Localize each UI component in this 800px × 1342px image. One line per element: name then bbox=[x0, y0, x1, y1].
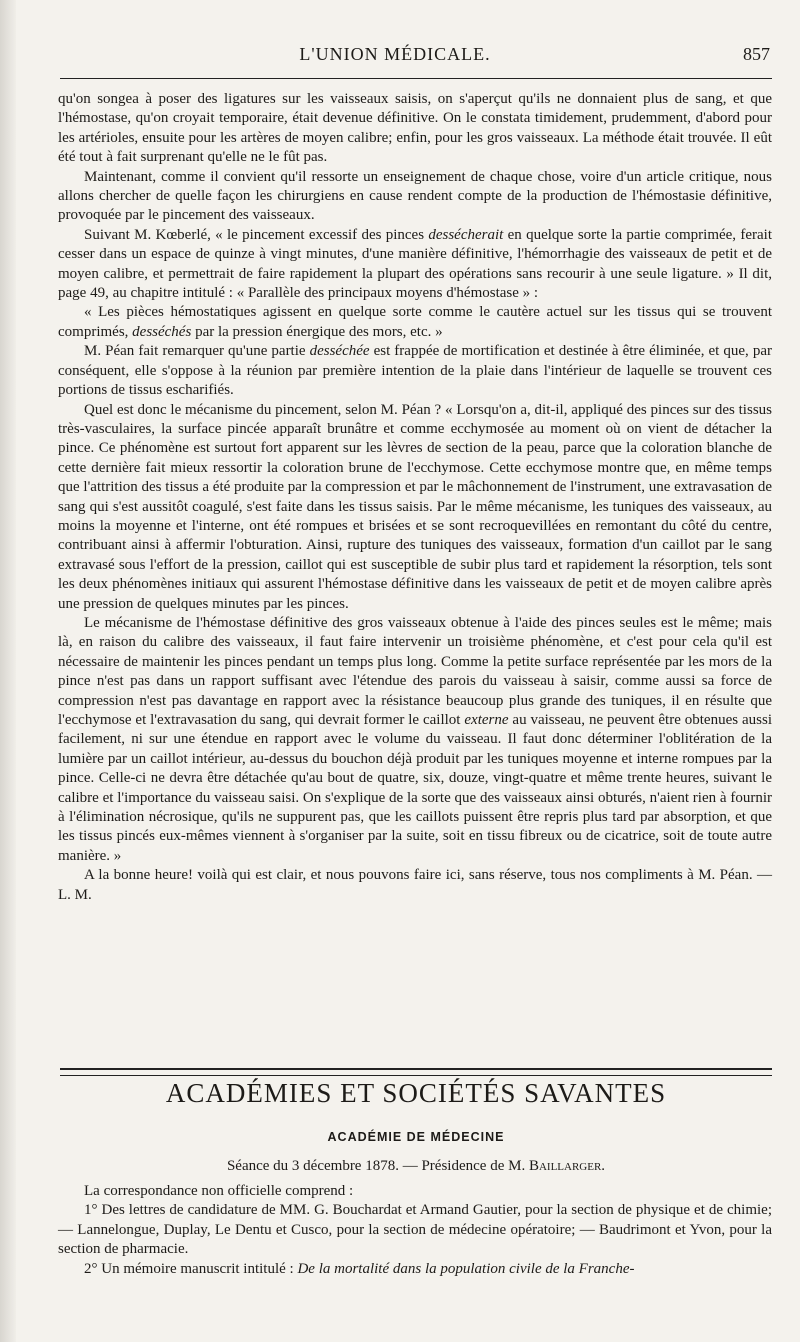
page-edge-shadow bbox=[0, 0, 16, 1342]
text-run: par la pression énergique des mors, etc. » bbox=[191, 323, 443, 340]
emphasis: desséchée bbox=[309, 343, 370, 360]
paragraph: A la bonne heure! voilà qui est clair, et nous pouvons faire ici, sans réserve, tous nos compliments à M. Péan. — L. M. bbox=[58, 867, 772, 903]
text-run: Suivant M. Kœberlé, « le pincement excessif des pinces bbox=[84, 226, 429, 243]
text-run: 2° Un mémoire manuscrit intitulé : bbox=[84, 1260, 298, 1277]
page-number: 857 bbox=[743, 44, 770, 64]
emphasis: desséchés bbox=[132, 323, 192, 340]
paragraph: 1° Des lettres de candidature de MM. G. Bouchardat et Armand Gautier, pour la section de physique et de chimie; — Lannelongue, Duplay, Le Dentu et Cusco, pour la section de médecine opératoire; — Baudrimont et Yvon, pour la section de pharmacie. bbox=[58, 1202, 772, 1258]
academy-heading: ACADÉMIE DE MÉDECINE bbox=[327, 1130, 505, 1144]
session-report bbox=[58, 1182, 772, 1279]
paragraph bbox=[58, 614, 772, 866]
article-body bbox=[58, 90, 772, 905]
paragraph: Quel est donc le mécanisme du pincement, selon M. Péan ? « Lorsqu'on a, dit-il, appliqué des pinces sur des tissus très-vasculaires, la surface pincée apparaît brunâtre et comme ecchymosée au moment où on vient de détacher la pince. Ce phénomène est surtout fort apparent sur les lèvres de section de la peau, parce que la coloration blanche de cette dernière fait mieux ressortir la coloration brune de l'ecchymose. Cette ecchymose montre que, en même temps que l'attrition des tissus a été produite par la compression et par le mâchonnement de l'instrument, une extravasation de sang qui s'est aussitôt coagulé, s'est faite dans les tissus saisis. Par le même mécanisme, les tuniques des vaisseaux, au moins la moyenne et l'interne, ont été rompues et brisées et se sont recroquevillées en remontant du côté du centre, contribuant ainsi à affermir l'obturation. Ainsi, rupture des tuniques des vaisseaux, formation d'un caillot par le sang extravasé sous l'effort de la pression, caillot qui est susceptible de subir plus tard et rapidement la résorption, tels sont les deux phénomènes initiaux qui assurent l'hémostase définitive dans les vaisseaux de petit et de moyen calibre après une pression de quelques minutes par les pinces. bbox=[58, 401, 772, 612]
text-run: est frappée de mortification et destinée à être éliminée, et que, par conséquent, elle s'oppose à la réunion par première intention de la plaie dans l'intérieur de laquelle se trouvent ces portions de tissus escharifiés. bbox=[58, 343, 772, 399]
text-run: . bbox=[601, 1158, 606, 1174]
paragraph: qu'on songea à poser des ligatures sur les vaisseaux saisis, on s'aperçut qu'ils ne donnaient plus de sang, et que l'hémostase, qu'on croyait temporaire, était devenue définitive. On le constata timidement, prudemment, d'abord pour les artérioles, ensuite pour les artères de moyen calibre; enfin, pour les gros vaisseaux. La méthode était trouvée. Il eût été tout à fait surprenant qu'elle ne le fût pas. bbox=[58, 91, 772, 166]
text-run: « Les pièces hémostatiques agissent en quelque sorte comme le cautère actuel sur les tissus qui se trouvent comprimés, bbox=[58, 304, 772, 340]
emphasis: dessécherait bbox=[428, 226, 504, 243]
emphasis: externe bbox=[464, 712, 509, 728]
paragraph bbox=[58, 303, 772, 342]
section-title: ACADÉMIES ET SOCIÉTÉS SAVANTES bbox=[165, 1078, 667, 1108]
running-head bbox=[60, 44, 770, 74]
section-rule bbox=[60, 1068, 772, 1076]
session-line bbox=[60, 1158, 772, 1175]
paragraph bbox=[58, 1260, 772, 1279]
paragraph: Maintenant, comme il convient qu'il ressorte un enseignement de chaque chose, voire d'un article critique, nous allons chercher de quelle façon les chirurgiens en cause rendent compte de la production de l'hémostasie définitive, provoquée par le pincement des vaisseaux. bbox=[58, 168, 772, 224]
emphasis: De la mortalité dans la population civile de la Franche- bbox=[297, 1260, 635, 1277]
running-title: L'UNION MÉDICALE. bbox=[299, 44, 491, 64]
text-run: Séance du 3 décembre 1878. — Présidence de M. bbox=[226, 1158, 529, 1174]
text-run: au vaisseau, ne peuvent être obtenues aussi facilement, ni sur une étendue en rapport avec le volume du vaisseau. Il faut donc déterminer l'oblitération de la lumière par un caillot intérieur, au-dessus du bouchon déjà produit par les tuniques moyenne et interne rompues par la pince. Celle-ci ne devra être détachée qu'au bout de quatre, six, douze, vingt-quatre et même trente heures, suivant le calibre et l'importance du vaisseau saisi. On s'explique de la sorte que des vaisseaux ainsi obturés, n'aient rien à fournir à l'élimination nécrosique, qu'ils ne suppurent pas, que les caillots puissent être repris plus tard par absorption, et que les tissus pincés eux-mêmes viennent à s'organiser par la suite, soit en tissu fibreux ou de cicatrice, soit de toute autre manière. » bbox=[58, 712, 772, 864]
text-run: en quelque sorte la partie comprimée, ferait cesser dans un espace de quinze à vingt minutes, d'une manière définitive, l'hémorrhagie des vaisseaux de petit et de moyen calibre, et permettrait de faire rapidement la plupart des opérations sans recourir à une seule ligature. » Il dit, page 49, au chapitre intitulé : « Parallèle des principaux moyens d'hémostase » : bbox=[58, 226, 772, 302]
paragraph: La correspondance non officielle comprend : bbox=[84, 1183, 354, 1199]
text-run: M. Péan fait remarquer qu'une partie bbox=[84, 343, 310, 360]
header-rule bbox=[60, 78, 772, 79]
text-run: Le mécanisme de l'hémostase définitive des gros vaisseaux obtenue à l'aide des pinces seules est le même; mais là, en raison du calibre des vaisseaux, il faut faire intervenir un troisième phénomène, et c'est pour cela qu'il est nécessaire de maintenir les pinces pendant un temps plus long. Comme la petite surface représentée par les mors de la pince n'est pas dans un rapport suffisant avec l'étendue des parois du vaisseau à saisir, comme aussi sa force de compression n'est pas davantage en rapport avec la résistance beaucoup plus grande des tuniques, il en résulte que l'ecchymose et l'extravasation du sang, qui devrait former le caillot bbox=[58, 614, 772, 728]
paragraph bbox=[58, 226, 772, 304]
president-name: Baillarger bbox=[528, 1158, 602, 1174]
paragraph bbox=[58, 342, 772, 400]
